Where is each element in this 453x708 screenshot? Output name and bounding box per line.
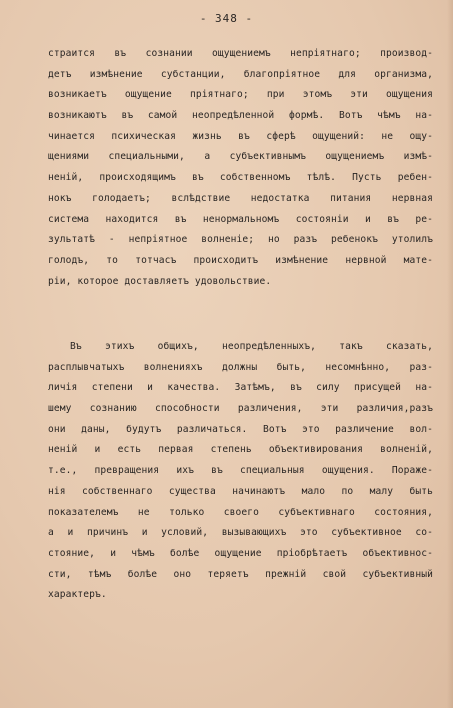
text-line: возникаетъ ощущение прiятнаго; при этомъ эти ощущения (48, 89, 433, 101)
text-line: показателемъ не только своего субъективнаго состояния, (48, 506, 433, 518)
paragraph-2 (48, 337, 433, 606)
text-line: характеръ. (48, 589, 107, 601)
page-edge-shadow (447, 0, 453, 708)
text-line: а и причинъ и условий, вызывающихъ это субъективное со- (48, 527, 433, 539)
text-line: Въ этихъ общихъ, неопредѣленныхъ, такъ сказать, (70, 341, 433, 352)
text-line: страится въ сознании ощущениемъ непрiятнаго; производ- (48, 48, 433, 59)
text-line: нiя собственнаго существа начинаютъ мало по малу быть (48, 485, 433, 497)
text-line: нокъ голодаетъ; вслѣдствие недостатка питания нервная (48, 192, 433, 204)
text-line: т.е., превращения ихъ въ специальныя ощущения. Пораже- (48, 465, 433, 477)
text-line: они даны, будутъ различаться. Вотъ это различение вол- (48, 423, 433, 435)
text-line: сти, тѣмъ болѣе оно теряетъ прежнiй свой субъективный (48, 568, 433, 580)
text-line: стояние, и чѣмъ болѣе ощущение прiобрѣтаетъ объективнос- (48, 547, 433, 559)
text-line: голодъ, то тотчасъ происходитъ измѣнение нервной мате- (48, 254, 433, 266)
text-line: чинается психическая жизнь въ сферѣ ощущений: не ощу- (48, 130, 433, 142)
text-line: возникаютъ въ самой неопредѣленной формѣ. Вотъ чѣмъ на- (48, 110, 433, 122)
text-line: система находится въ ненормальномъ состоянiи и въ ре- (48, 213, 433, 225)
text-line: детъ измѣнение субстанции, благопрiятное для организма, (48, 68, 433, 80)
text-line: ненiй, происходящимъ въ собственномъ тѣлѣ. Пусть ребен- (48, 172, 433, 184)
text-line: шему сознанию способности различения, эти различия,разъ (48, 403, 433, 415)
text-line: рiи, которое доставляетъ удовольствие. (48, 275, 272, 287)
text-line: ненiй и есть первая степень объективирования волненiй, (48, 444, 433, 456)
text-line: щениями специальными, а субъективнымъ ощущениемъ измѣ- (48, 151, 433, 163)
text-line: расплывчатыхъ волненияхъ должны быть, несомнѣнно, раз- (48, 361, 433, 373)
text-line: зультатѣ - непрiятное волненiе; но разъ ребенокъ утолилъ (48, 234, 433, 246)
paragraph-1 (48, 44, 433, 292)
text-line: личiя степени и качества. Затѣмъ, въ силу присущей на- (48, 382, 433, 394)
page-number: - 348 - (199, 12, 254, 25)
